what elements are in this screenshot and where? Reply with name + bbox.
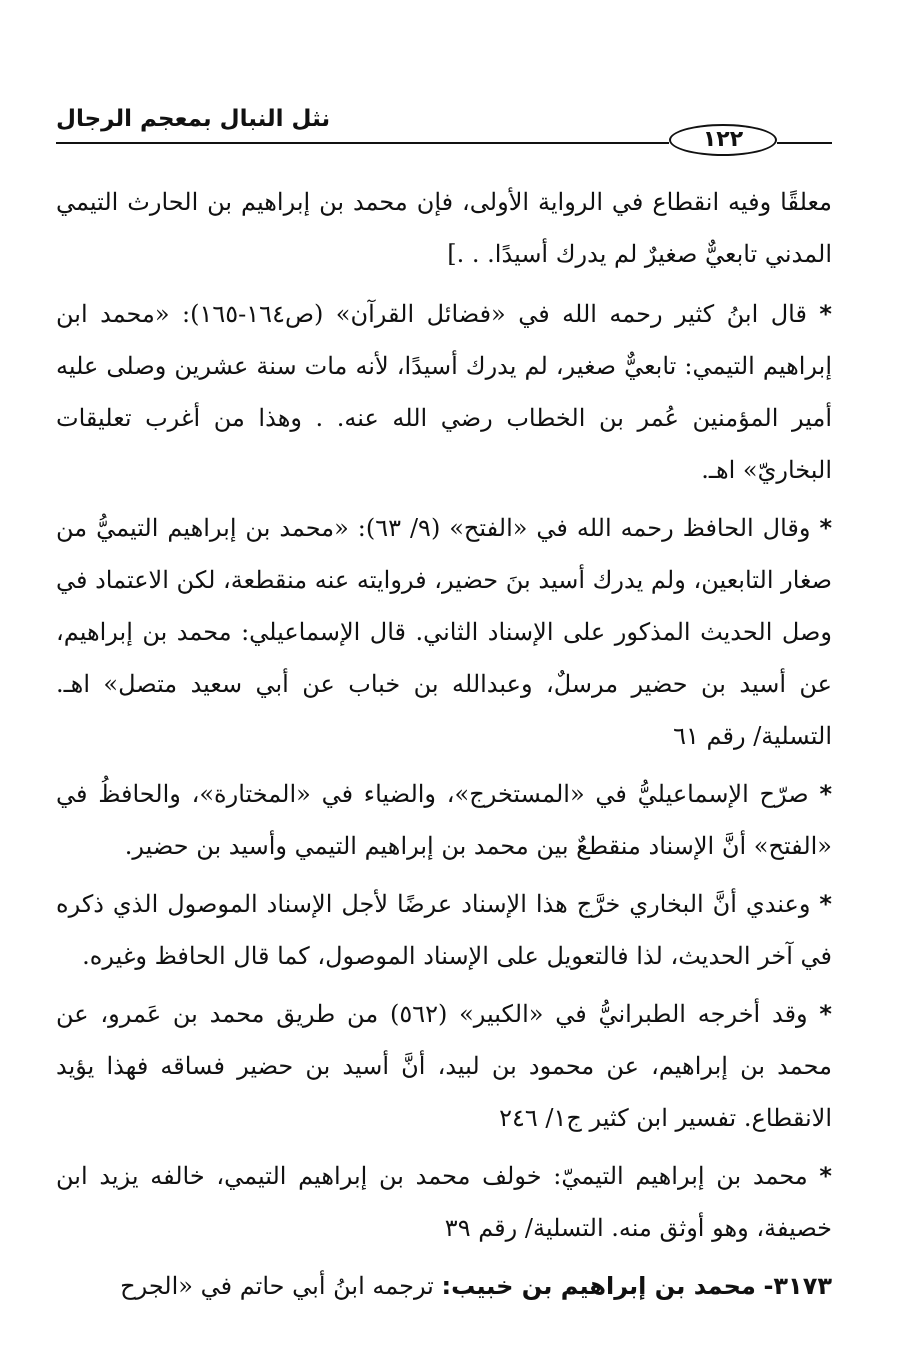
entry-name: محمد بن إبراهيم بن خبيب: xyxy=(441,1272,756,1300)
paragraph xyxy=(56,768,832,872)
asterisk-marker: * xyxy=(819,780,832,808)
header-rule-right xyxy=(777,142,832,144)
asterisk-marker: * xyxy=(819,1162,832,1190)
asterisk-marker: * xyxy=(819,300,832,328)
header-rule xyxy=(56,142,669,144)
entry-text: ترجمه ابنُ أبي حاتم في «الجرح xyxy=(120,1272,434,1300)
paragraph xyxy=(56,502,832,762)
paragraph-text: محمد بن إبراهيم التيميّ: خولف محمد بن إبراهيم التيمي، خالفه يزيد ابن خصيفة، وهو أوثق منه. التسلية/ رقم ٣٩ xyxy=(56,1162,832,1242)
paragraph xyxy=(56,1150,832,1254)
asterisk-marker: * xyxy=(819,514,832,542)
paragraph-text: وقد أخرجه الطبرانيُّ في «الكبير» (٥٦٢) من طريق محمد بن عَمرو، عن محمد بن إبراهيم، عن محمود بن لبيد، أنَّ أسيد بن حضير فساقه فهذا يؤيد الانقطاع. تفسير ابن كثير ج١/ ٢٤٦ xyxy=(56,1000,832,1132)
entry-paragraph xyxy=(56,1260,832,1312)
paragraph-text: قال ابنُ كثير رحمه الله في «فضائل القرآن» (ص١٦٤-١٦٥): «محمد ابن إبراهيم التيمي: تابعيٌّ صغير، لم يدرك أسيدًا، لأنه مات سنة عشرين وصلى عليه أمير المؤمنين عُمر بن الخطاب رضي الله عنه. . وهذا من أغرب تعليقات البخاريّ» اهـ. xyxy=(56,300,832,484)
paragraph xyxy=(56,878,832,982)
paragraph-text: وعندي أنَّ البخاري خرَّج هذا الإسناد عرضًا لأجل الإسناد الموصول الذي ذكره في آخر الحديث، لذا فالتعويل على الإسناد الموصول، كما قال الحافظ وغيره. xyxy=(56,890,832,970)
paragraph xyxy=(56,988,832,1144)
main-text xyxy=(56,176,832,1318)
running-title: نثل النبال بمعجم الرجال xyxy=(56,106,331,132)
paragraph-text: صرّح الإسماعيليُّ في «المستخرج»، والضياء في «المختارة»، والحافظُ في «الفتح» أنَّ الإسناد منقطعٌ بين محمد بن إبراهيم التيمي وأسيد بن حضير. xyxy=(56,780,832,860)
paragraph-text: وقال الحافظ رحمه الله في «الفتح» (٩/ ٦٣): «محمد بن إبراهيم التيميُّ من صغار التابعين، ولم يدرك أسيد بنَ حضير، فروايته عنه منقطعة، لكن الاعتماد في وصل الحديث المذكور على الإسناد الثاني. قال الإسماعيلي: محمد بن إبراهيم، عن أسيد بن حضير مرسلٌ، وعبدالله بن خباب عن أبي سعيد متصل» اهـ. التسلية/ رقم ٦١ xyxy=(56,514,832,750)
paragraph xyxy=(56,176,832,280)
entry-number: ٣١٧٣- xyxy=(763,1272,832,1300)
page-number: ١٢٢ xyxy=(669,124,777,156)
paragraph xyxy=(56,288,832,496)
paragraph-text: معلقًا وفيه انقطاع في الرواية الأولى، فإن محمد بن إبراهيم بن الحارث التيمي المدني تابعيٌّ صغيرٌ لم يدرك أسيدًا. . .] xyxy=(56,188,832,268)
asterisk-marker: * xyxy=(819,1000,832,1028)
asterisk-marker: * xyxy=(819,890,832,918)
